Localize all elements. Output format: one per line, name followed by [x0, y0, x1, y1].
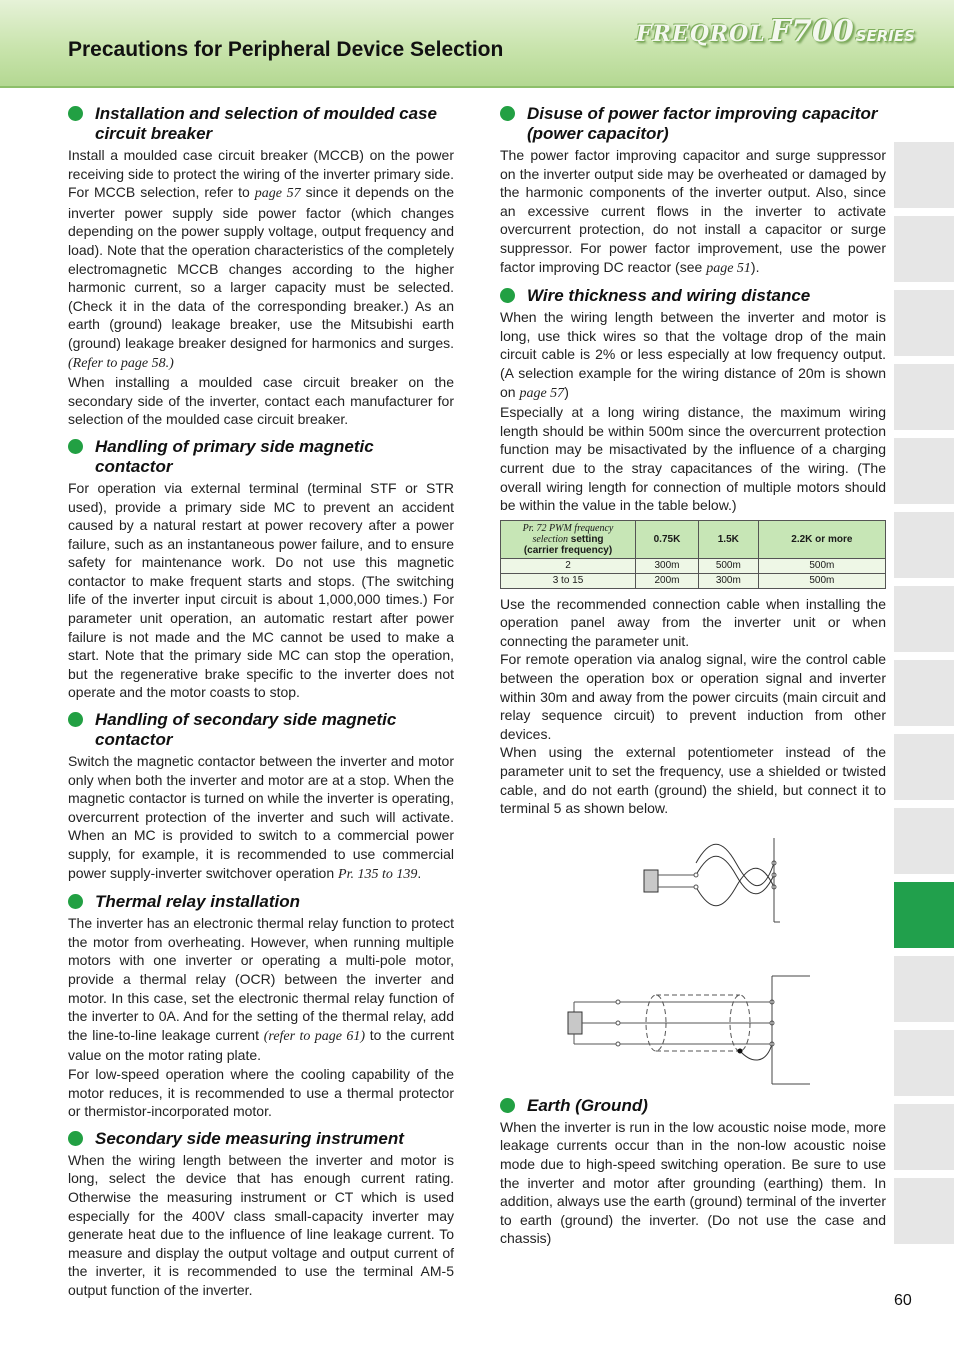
paragraph: Especially at a long wiring distance, the maximum wiring length should be within 500m since the overcurrent protection function may be misactivated by the influence of a charging current due to the stray capacitances of the wiring. (The overall wiring length for connection of multiple motors should be within the value in the table below.) [500, 404, 886, 514]
bullet-icon [68, 106, 83, 121]
chapter-tab[interactable] [894, 956, 954, 1022]
brand-series: SERIES [855, 27, 915, 45]
chapter-tab[interactable] [894, 216, 954, 282]
page-header [0, 0, 954, 88]
paragraph: For operation via external terminal (terminal STF or STR used), provide a primary side MC to prevent an accident caused by a natural restart at power recovery after a power failure, such as an instantaneous power failure, and to ensure safety for maintenance work. Do not use this magnetic contactor to make frequent starts and stops. (The switching life of the inverter input circuit is about 1,000,000 times.) For parameter unit operation, an automatic restart after power failure is not made and the MC cannot be used to make a start. Note that the primary side MC can stop the operation, but the regenerative brake specific to the inverter does not operate and the motor coasts to stop. [68, 479, 454, 701]
page-number: 60 [894, 1292, 912, 1309]
brand-name: FREQROL [636, 21, 766, 47]
section-power-capacitor [500, 104, 886, 278]
chapter-tab[interactable] [894, 1030, 954, 1096]
chapter-tab[interactable] [894, 1104, 954, 1170]
page-reference[interactable]: (Refer to page 58.) [68, 355, 174, 371]
chapter-tab[interactable] [894, 364, 954, 430]
paragraph: When the wiring length between the inverter and motor is long, select the device that has enough current rating. Otherwise the measuring instrument or CT which is used especially for the 400V class small-capacity inverter may generate heat due to the influence of line leakage current. To measure and display the output voltage and output current of the inverter, it is recommended to use the terminal AM-5 output function of the inverter. [68, 1151, 454, 1298]
page-reference[interactable]: page 51 [706, 260, 751, 276]
table-cell: 500m [698, 558, 758, 573]
table-cell: 2 [501, 558, 636, 573]
chapter-tab[interactable] [894, 1178, 954, 1244]
paragraph: The inverter has an electronic thermal relay function to protect the motor from overheating. However, when running multiple motors with one inverter or operating a multi-pole motor, provide a thermal relay (OCR) between the inverter and motor. In this case, set the electronic thermal relay function of the inverter to 0A. And for the setting of the thermal relay, add the line-to-line leakage current (refer to page 61) to the current value on the motor rating plate. [68, 915, 454, 1064]
section-earth-ground [500, 1096, 886, 1248]
table-row [501, 573, 886, 588]
chapter-tab[interactable] [894, 290, 954, 356]
potentiometer-symbol [568, 1012, 582, 1034]
chapter-tab[interactable] [894, 808, 954, 874]
section-title: Secondary side measuring instrument [95, 1128, 404, 1148]
chapter-tab[interactable] [894, 512, 954, 578]
shielded-cable-diagram [566, 972, 816, 1088]
table-row [501, 558, 886, 573]
table-header-cell: Pr. 72 PWM frequency selection setting (carrier frequency) [501, 520, 636, 558]
page-title: Precautions for Peripheral Device Selection [68, 38, 504, 61]
potentiometer-symbol [644, 870, 658, 892]
right-column [500, 104, 886, 1248]
terminal-point [616, 1021, 620, 1025]
chapter-tab-active[interactable] [894, 882, 954, 948]
parameter-reference[interactable]: Pr. 135 to 139 [338, 866, 418, 882]
page-reference[interactable]: page 57 [254, 186, 301, 202]
table-header-cell: 0.75K [636, 520, 699, 558]
brand-model: F700 [769, 14, 854, 49]
terminal-point [694, 885, 698, 889]
paragraph: When using the external potentiometer instead of the parameter unit to set the frequency, use a shielded or twisted cable, and do not earth (ground) the shield, but connect it to terminal 5 as shown below. [500, 744, 886, 817]
section-secondary-mc [68, 710, 454, 884]
bullet-icon [68, 1131, 83, 1146]
paragraph: When the wiring length between the inverter and motor is long, use thick wires so that the voltage drop of the main circuit cable is 2% or less especially at low frequency output. (A selection example for the wiring distance of 20m is shown on page 57) [500, 309, 886, 401]
section-mccb [68, 104, 454, 429]
section-title: Installation and selection of moulded case circuit breaker [95, 104, 437, 143]
section-title: Wire thickness and wiring distance [527, 286, 811, 306]
page-reference[interactable]: (refer to page 61) [263, 1028, 365, 1044]
chapter-tab[interactable] [894, 142, 954, 208]
section-title: Thermal relay installation [95, 892, 301, 912]
bullet-icon [68, 439, 83, 454]
paragraph: When installing a moulded case circuit breaker on the secondary side of the inverter, contact each manufacturer for selection of the moulded case circuit breaker. [68, 374, 454, 428]
section-title: Handling of primary side magnetic contactor [95, 436, 374, 476]
chapter-tab[interactable] [894, 734, 954, 800]
paragraph: Use the recommended connection cable when installing the operation panel away from the inverter unit or when connecting the parameter unit. [500, 595, 886, 649]
section-primary-mc [68, 437, 454, 702]
terminal-point [616, 1000, 620, 1004]
section-title: Handling of secondary side magnetic contactor [95, 710, 397, 750]
terminal-point [616, 1042, 620, 1046]
paragraph: For low-speed operation where the cooling capability of the motor reduces, it is recommended to use a thermal protector or thermistor-incorporated motor. [68, 1065, 454, 1120]
table-cell: 300m [636, 558, 699, 573]
wiring-length-table [500, 520, 886, 589]
left-column [68, 104, 454, 1299]
shield-connection-point [738, 1048, 743, 1053]
bullet-icon [68, 712, 83, 727]
page-reference[interactable]: page 57 [519, 385, 565, 401]
table-cell: 300m [698, 573, 758, 588]
paragraph: Switch the magnetic contactor between the inverter and motor only when both the inverter and motor are at a stop. When the magnetic contactor is turned on while the inverter is operating, overcurrent protection of the inverter and such will activate. When an MC is provided to switch to a commercial power supply, for example, it is recommended to use commercial power supply-inverter switchover operation Pr. 135 to 139. [68, 753, 454, 882]
section-thermal-relay [68, 892, 454, 1121]
section-measuring-instrument [68, 1129, 454, 1300]
bullet-icon [500, 288, 515, 303]
brand-logo [636, 14, 915, 54]
section-title: Earth (Ground) [527, 1095, 648, 1115]
paragraph: When the inverter is run in the low acoustic noise mode, more leakage currents occur than in the non-low acoustic noise mode due to high-speed switching operation. Be sure to use the inverter and motor after grounding (earthing) them. In addition, always use the earth (ground) terminal of the inverter to earth (ground) the inverter. (Do not use the case and chassis) [500, 1118, 886, 1247]
bullet-icon [500, 1098, 515, 1113]
table-cell: 200m [636, 573, 699, 588]
shield-drain-wire [740, 1044, 772, 1060]
table-cell: 3 to 15 [501, 573, 636, 588]
twisted-cable-diagram [640, 836, 780, 962]
chapter-tab[interactable] [894, 586, 954, 652]
table-cell: 500m [758, 558, 885, 573]
section-wire-thickness [500, 286, 886, 1088]
chapter-tab[interactable] [894, 438, 954, 504]
table-header-cell: 1.5K [698, 520, 758, 558]
bullet-icon [68, 894, 83, 909]
bullet-icon [500, 106, 515, 121]
table-cell: 500m [758, 573, 885, 588]
paragraph: The power factor improving capacitor and surge suppressor on the inverter output side may be overheated or damaged by the harmonic components of the inverter output. Also, since an excessive current flows in the inverter to activate overcurrent protection, do not install a capacitor or surge suppressor. For power factor improvement, use the power factor improving DC reactor (see page 51). [500, 147, 886, 276]
paragraph: For remote operation via analog signal, wire the control cable between the operation box or operation signal and inverter within 30m and away from the power circuits (main circuit and relay sequence circuit) to prevent induction from other devices. [500, 651, 886, 742]
section-title: Disuse of power factor improving capacitor (power capacitor) [527, 104, 878, 143]
table-header-cell: 2.2K or more [758, 520, 885, 558]
chapter-tabs [894, 142, 954, 1252]
chapter-tab[interactable] [894, 660, 954, 726]
table-header-row [501, 520, 886, 558]
twisted-wire [696, 844, 774, 885]
paragraph: Install a moulded case circuit breaker (MCCB) on the power receiving side to protect the wiring of the inverter primary side. For MCCB selection, refer to page 57 since it depends on the inverter power supply side power factor (which changes depending on the power supply voltage, output frequency and load). Note that the operation characteristics of the completely electromagnetic MCCB changes according to the higher harmonic current, so a larger capacity must be selected. (Check it in the data of the corresponding breaker.) As an earth (ground) leakage breaker, use the Mitsubishi earth (ground) leakage breaker designed for harmonics and surges. (Refer to page 58.) [68, 147, 454, 371]
terminal-point [694, 873, 698, 877]
